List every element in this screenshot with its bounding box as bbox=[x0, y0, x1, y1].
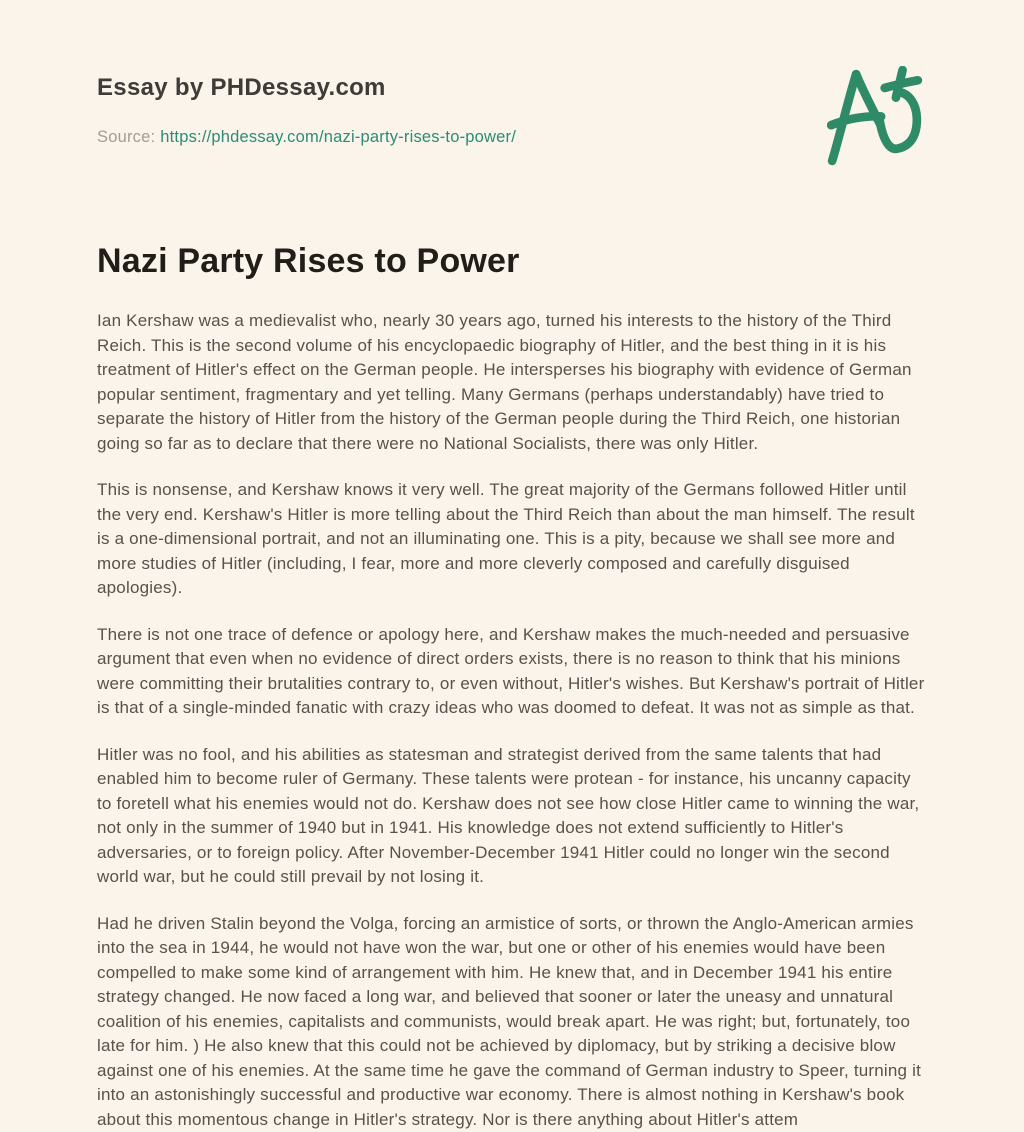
page-header bbox=[97, 60, 927, 166]
essay-title: Nazi Party Rises to Power bbox=[97, 242, 927, 281]
source-url-link[interactable]: https://phdessay.com/nazi-party-rises-to-power/ bbox=[160, 128, 516, 146]
source-line bbox=[97, 128, 516, 147]
site-title: Essay by PHDessay.com bbox=[97, 60, 516, 102]
essay-paragraph-4: Hitler was no fool, and his abilities as statesman and strategist derived from the same talents that had enabled him to become ruler of Germany. These talents were protean - for instance, his uncanny capacity to foretell what his enemies would not do. Kershaw does not see how close Hitler came to winning the war, not only in the summer of 1940 but in 1941. His knowledge does not extend sufficiently to Hitler's adversaries, or to foreign policy. After November-December 1941 Hitler could no longer win the second world war, but he could still prevail by not losing it. bbox=[97, 743, 927, 890]
source-label: Source: bbox=[97, 128, 155, 146]
essay-paragraph-2: This is nonsense, and Kershaw knows it very well. The great majority of the Germans followed Hitler until the very end. Kershaw's Hitler is more telling about the Third Reich than about the man himself. The result is a one-dimensional portrait, and not an illuminating one. This is a pity, because we shall see more and more studies of Hitler (including, I fear, more and more cleverly composed and carefully disguised apologies). bbox=[97, 478, 927, 601]
essay-paragraph-5: Had he driven Stalin beyond the Volga, forcing an armistice of sorts, or thrown the Anglo-American armies into the sea in 1944, he would not have won the war, but one or other of his enemies would have been compelled to make some kind of arrangement with him. He knew that, and in December 1941 his entire strategy changed. He now faced a long war, and believed that sooner or later the uneasy and unnatural coalition of his enemies, capitalists and communists, would break apart. He was right; but, fortunately, too late for him. ) He also knew that this could not be achieved by diplomacy, but by striking a decisive blow against one of his enemies. At the same time he gave the command of German industry to Speer, turning it into an astonishingly successful and productive war economy. There is almost nothing in Kershaw's book about this momentous change in Hitler's strategy. Nor is there anything about Hitler's attem bbox=[97, 912, 927, 1132]
phdessay-a-plus-logo-icon bbox=[827, 66, 923, 166]
essay-body bbox=[97, 309, 927, 1132]
header-text-block bbox=[97, 60, 516, 147]
essay-paragraph-1: Ian Kershaw was a medievalist who, nearly 30 years ago, turned his interests to the history of the Third Reich. This is the second volume of his encyclopaedic biography of Hitler, and the best thing in it is his treatment of Hitler's effect on the German people. He intersperses his biography with evidence of German popular sentiment, fragmentary and yet telling. Many Germans (perhaps understandably) have tried to separate the history of Hitler from the history of the German people during the Third Reich, one historian going so far as to declare that there were no National Socialists, there was only Hitler. bbox=[97, 309, 927, 456]
essay-paragraph-3: There is not one trace of defence or apology here, and Kershaw makes the much-needed and persuasive argument that even when no evidence of direct orders exists, there is no reason to think that his minions were committing their brutalities contrary to, or even without, Hitler's wishes. But Kershaw's portrait of Hitler is that of a single-minded fanatic with crazy ideas who was doomed to defeat. It was not as simple as that. bbox=[97, 623, 927, 721]
